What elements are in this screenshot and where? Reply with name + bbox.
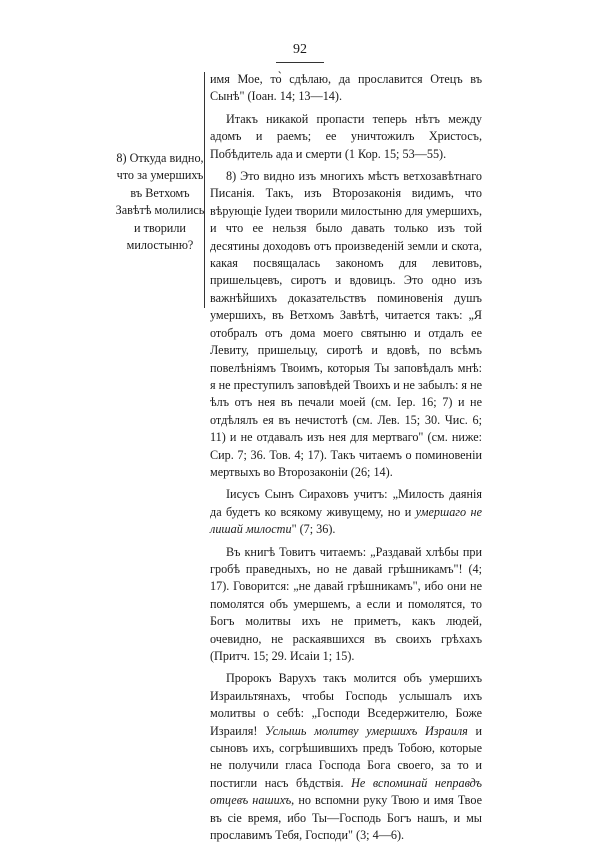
paragraph-text: Пророкъ Варухъ такъ молится объ умершихъ Израильтянахъ, чтобы Господь услышалъ ихъ молитвы о себѣ: „Господи Вседержителю, Боже Израиля! <box>210 671 482 738</box>
emphasis-text: Услышь молитву умершихъ Израиля <box>265 723 468 738</box>
margin-note-question: 8) Откуда видно, что за умершихъ въ Ветхомъ Завѣтѣ молились и творили милостыню? <box>115 151 205 253</box>
emphasis-text: Не вспоминай неправдъ отцевъ нашихъ <box>210 775 483 808</box>
paragraph-answer-8: 8) Это видно изъ многихъ мѣстъ ветхозавѣтнаго Писанія. Такъ, изъ Второзаконія видимъ, что вѣрующіе Іудеи творили милостыню для умершихъ, и что ее нельзя было давать только изъ той десятины доходовъ отъ произведеній земли и скота, какая посвящалась закономъ для левитовъ, пришельцевъ, сиротъ и вдовицъ. Это одно изъ важнѣйшихъ доказательствъ поминовенія душъ умершихъ, въ Ветхомъ Завѣтѣ, читается такъ: „Я отобралъ отъ дома моего святыню и отдалъ ее Левиту, пришельцу, сиротѣ и вдовѣ, по всѣмъ повелѣніямъ Твоимъ, которыя Ты заповѣдалъ мнѣ: я не преступилъ заповѣдей Твоихъ и не забылъ: я не ѣлъ отъ нея въ печали моей (см. Іер. 16; 7) и не отдѣлялъ ея въ нечистотѣ (см. Лев. 15; 30. Чис. 6; 11) и не отдавалъ изъ нея для мертваго" (см. ниже: Сир. 7; 36. Тов. 4; 17). Такъ читаемъ о поминовеніи мертвыхъ во Второзаконіи (26; 14). <box>210 169 482 479</box>
paragraph-text: Іисусъ Сынъ Сираховъ учитъ: „Милость даянія да будетъ ко всякому живущему, но и <box>210 487 482 519</box>
paragraph-continuation: имя Мое, то̀ сдѣлаю, да прославится Отецъ въ Сынѣ" (Іоан. 14; 13—14). <box>210 72 482 104</box>
page-number-rule <box>276 62 324 63</box>
emphasis-text: умершаго не лишай милости <box>210 504 482 537</box>
paragraph: Итакъ никакой пропасти теперь нѣтъ между адомъ и раемъ; ее уничтожилъ Христосъ, Побѣдитель ада и смерти (1 Кор. 15; 53—55). <box>210 111 482 161</box>
main-text-column <box>210 71 482 844</box>
paragraph-sirach <box>210 486 482 538</box>
paragraph-text: , но вспомни руку Твою и имя Твое въ сіе время, ибо Ты—Господь Богъ нашъ, и мы прославимъ Тебя, Господи" (3; 4—6). <box>210 793 482 843</box>
paragraph-baruch <box>210 670 482 844</box>
page-number: 92 <box>293 42 307 57</box>
paragraph-text: " (7; 36). <box>291 522 336 537</box>
paragraph-tobit: Въ книгѣ Товитъ читаемъ: „Раздавай хлѣбы при гробѣ праведныхъ, но не давай грѣшникамъ"! (4; 17). Говорится: „не давай грѣшникамъ", ибо они не помолятся объ умершемъ, а если и помолятся, то Богъ молитвы ихъ не приметъ, какъ людей, очевидно, не раскаявшихся въ своихъ грѣхахъ (Притч. 15; 29. Исаіи 1; 15). <box>210 544 482 663</box>
paragraph-text: и сыновъ ихъ, согрѣшившихъ предъ Тобою, которые не получили гласа Господа Бога своего, за то и постигли насъ бѣдствія. <box>210 723 482 790</box>
